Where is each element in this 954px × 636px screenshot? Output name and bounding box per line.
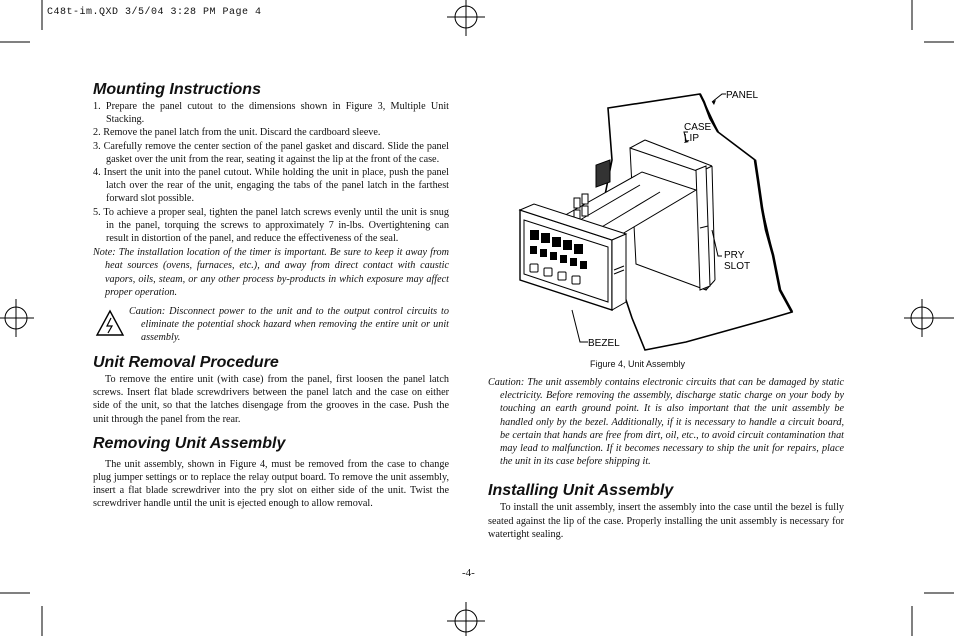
mounting-instructions-heading: Mounting Instructions	[93, 81, 261, 98]
left-column	[93, 80, 449, 511]
mounting-step: 3. Carefully remove the center section of the panel gasket and discard. Slide the panel gasket over the unit from the rear, seating it against the lip at the front of the case.	[93, 140, 449, 165]
figure-caption: Figure 4, Unit Assembly	[590, 359, 686, 369]
warning-lightning-icon	[95, 309, 125, 337]
mounting-step: 2. Remove the panel latch from the unit. Discard the cardboard sleeve.	[93, 127, 381, 139]
static-caution-text: Caution: The unit assembly contains electronic circuits that can be damaged by static electricity. Before removing the assembly, discharge static charge on your body by touching an earth ground point. It is also important that the unit assembly be handled only by the bezel. Additionally, if it is necessary to handle a circuit board, be certain that hands are free from dirt, oil, etc., to avoid circuit contamination that may lead to malfunction. If it becomes necessary to ship the unit for repairs, place the unit in its case before shipping it.	[488, 377, 844, 468]
file-slug: C48t-im.QXD 3/5/04 3:28 PM Page 4	[47, 7, 262, 18]
mounting-steps-list	[93, 100, 449, 245]
right-column	[488, 376, 844, 541]
mounting-step: 5. To achieve a proper seal, tighten the panel latch screws evenly until the unit is snug in the panel, torquing the screws to approximately 7 in-lbs. Overtightening can result in distortion of the panel, and reduce the effectiveness of the seal.	[93, 206, 449, 245]
mounting-step: 1. Prepare the panel cutout to the dimensions shown in Figure 3, Multiple Unit Stacking.	[93, 101, 449, 126]
mounting-step: 4. Insert the unit into the panel cutout. While holding the unit in place, push the panel latch over the rear of the unit, engaging the tabs of the panel latch in the farthest forward slot possible.	[93, 167, 449, 205]
removing-assembly-heading: Removing Unit Assembly	[93, 434, 286, 452]
pry-slot-label-line1: PRY	[724, 250, 745, 261]
panel-label: PANEL	[726, 90, 759, 101]
case-lip-label-line1: CASE	[684, 122, 712, 133]
shock-caution	[93, 305, 449, 345]
bezel-label: BEZEL	[588, 338, 620, 349]
page-number: -4-	[462, 567, 475, 579]
shock-caution-text: Caution: Disconnect power to the unit and to the output control circuits to eliminate the potential shock hazard when removing the entire unit or unit assembly.	[129, 306, 449, 344]
unit-removal-heading: Unit Removal Procedure	[93, 354, 279, 372]
installing-assembly-heading: Installing Unit Assembly	[488, 482, 674, 500]
unit-removal-text: To remove the entire unit (with case) from the panel, first loosen the panel latch screws. Insert flat blade screwdrivers between the panel latch and the case on either side of the unit, so that the latches disengage from the grooves in the case. Push the unit through the panel from the rear.	[93, 374, 449, 425]
removing-assembly-text: The unit assembly, shown in Figure 4, must be removed from the case to change plug jumper settings or to replace the relay output board. To remove the unit assembly, insert a flat blade screwdriver into the pry slot on either side of the unit. Twist the screwdriver handle until the unit is ejected enough to allow removal.	[93, 458, 449, 510]
installation-note: Note: The installation location of the timer is important. Be sure to keep it away from heat sources (ovens, furnaces, etc.), and away from direct contact with caustic vapors, oils, steam, or any other process by-products in which exposure may affect proper operation.	[93, 247, 449, 298]
installing-assembly-text: To install the unit assembly, insert the assembly into the case until the bezel is fully seated against the lip of the case. Properly installing the unit assembly is necessary for watertight sealing.	[488, 502, 844, 540]
unit-assembly-figure	[500, 80, 800, 355]
case-lip-label-line2: LIP	[684, 133, 700, 144]
pry-slot-label-line2: SLOT	[724, 261, 751, 272]
